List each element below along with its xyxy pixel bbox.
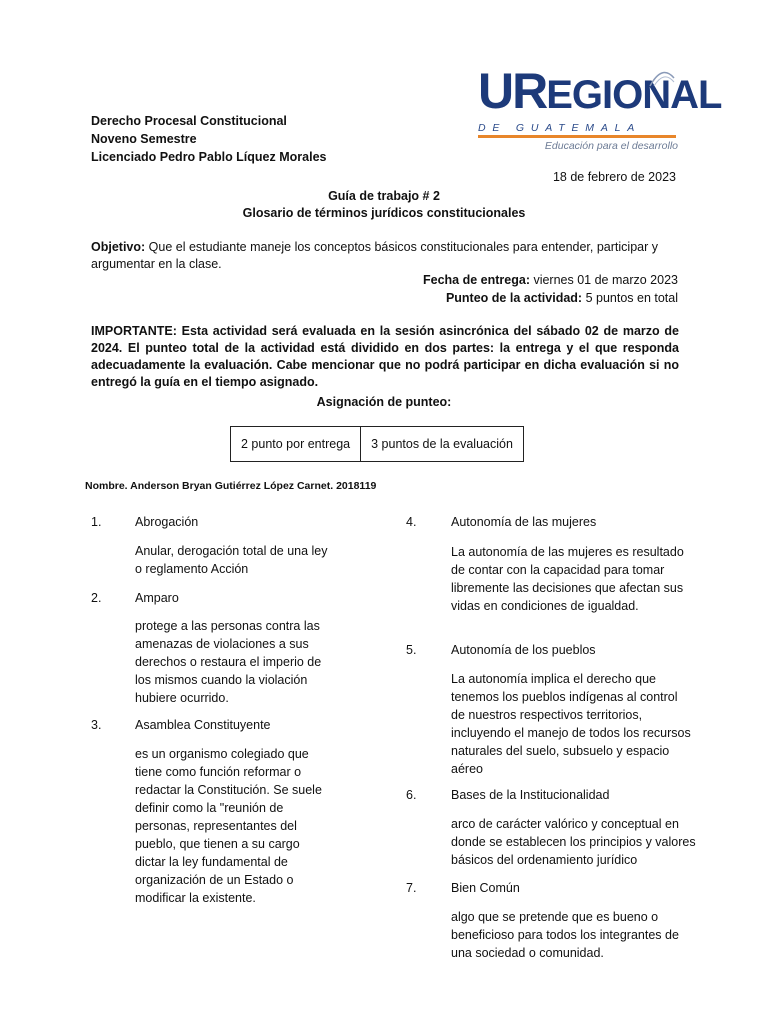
glossary-definition: La autonomía de las mujeres es resultado de contar con la capacidad para tomar libremente las decisiones que afectan sus vidas en condiciones de igualdad.	[451, 545, 684, 613]
glossary-number: 3.	[91, 718, 102, 732]
objective-paragraph	[91, 239, 679, 273]
glossary-definition: protege a las personas contra las amenazas de violaciones a sus derechos o restaura el imperio de los mismos cuando la violación hubiere ocurrido.	[135, 619, 322, 705]
course-header	[91, 112, 326, 166]
glossary-term: Autonomía de los pueblos	[451, 643, 596, 657]
glossary-number: 7.	[406, 881, 417, 895]
glossary-term: Bases de la Institucionalidad	[451, 788, 610, 802]
objective-text: Que el estudiante maneje los conceptos básicos constitucionales para entender, participar y argumentar en la clase.	[91, 240, 658, 271]
semester: Noveno Semestre	[91, 132, 197, 146]
glossary-term: Autonomía de las mujeres	[451, 515, 597, 529]
logo-tagline: Educación para el desarrollo	[544, 140, 678, 152]
glossary-definition: Anular, derogación total de una ley o reglamento Acción	[135, 544, 328, 576]
university-logo	[478, 63, 722, 158]
professor-name: Licenciado Pedro Pablo Líquez Morales	[91, 150, 327, 164]
glossary-number: 1.	[91, 515, 102, 529]
page-subtitle: Glosario de términos jurídicos constitucionales	[242, 206, 526, 220]
glossary-definition: es un organismo colegiado que tiene como función reformar o redactar la Constitución. Se suele definir como la "reunión de personas, representantes del pueblo, que tienen a su cargo dictar la ley fundamental de organización de un Estado o modificar la existente.	[135, 747, 322, 905]
glossary-number: 2.	[91, 591, 102, 605]
glossary-term: Abrogación	[135, 515, 199, 529]
logo-globe-icon	[648, 68, 676, 88]
assignment-table	[230, 426, 524, 462]
objective-label: Objetivo:	[91, 240, 146, 254]
glossary-number: 4.	[406, 515, 417, 529]
glossary-definition: arco de carácter valórico y conceptual en donde se establecen los principios y valores básicos del ordenamiento jurídico	[451, 817, 696, 867]
assignment-cell-evaluation: 3 puntos de la evaluación	[361, 427, 524, 462]
glossary-term: Amparo	[135, 591, 179, 605]
document-titles	[91, 188, 677, 222]
logo-wordmark: UREGIONAL	[478, 63, 722, 119]
glossary-definition: La autonomía implica el derecho que tenemos los pueblos indígenas al control de nuestros respectivos territorios, incluyendo el manejo de todos los recursos naturales del suelo, subsuelo y espacio aéreo	[451, 672, 691, 776]
student-info: Nombre. Anderson Bryan Gutiérrez López Carnet. 2018119	[85, 480, 377, 492]
glossary-number: 6.	[406, 788, 417, 802]
glossary-term: Asamblea Constituyente	[135, 718, 271, 732]
logo-divider	[478, 135, 676, 138]
delivery-date-line: Fecha de entrega: viernes 01 de marzo 2023	[423, 273, 678, 287]
activity-score-line: Punteo de la actividad: 5 puntos en total	[445, 291, 678, 305]
assignment-title: Asignación de punteo:	[316, 395, 452, 409]
assignment-cell-delivery: 2 punto por entrega	[231, 427, 361, 462]
glossary-number: 5.	[406, 643, 417, 657]
glossary-definition: algo que se pretende que es bueno o beneficioso para todos los integrantes de una sociedad o comunidad.	[451, 910, 679, 960]
glossary-term: Bien Común	[451, 881, 520, 895]
page-title: Guía de trabajo # 2	[328, 189, 440, 203]
logo-subtitle: DE GUATEMALA	[478, 122, 642, 134]
course-name: Derecho Procesal Constitucional	[91, 114, 287, 128]
document-date: 18 de febrero de 2023	[552, 170, 676, 184]
important-notice: IMPORTANTE: Esta actividad será evaluada en la sesión asincrónica del sábado 02 de marzo de 2024. El punteo total de la actividad está dividido en dos partes: la entrega y el que responda adecuadamente la evaluación. Cabe mencionar que no podrá participar en dicha evaluación si no entregó la guía en el tiempo asignado.	[91, 324, 679, 389]
